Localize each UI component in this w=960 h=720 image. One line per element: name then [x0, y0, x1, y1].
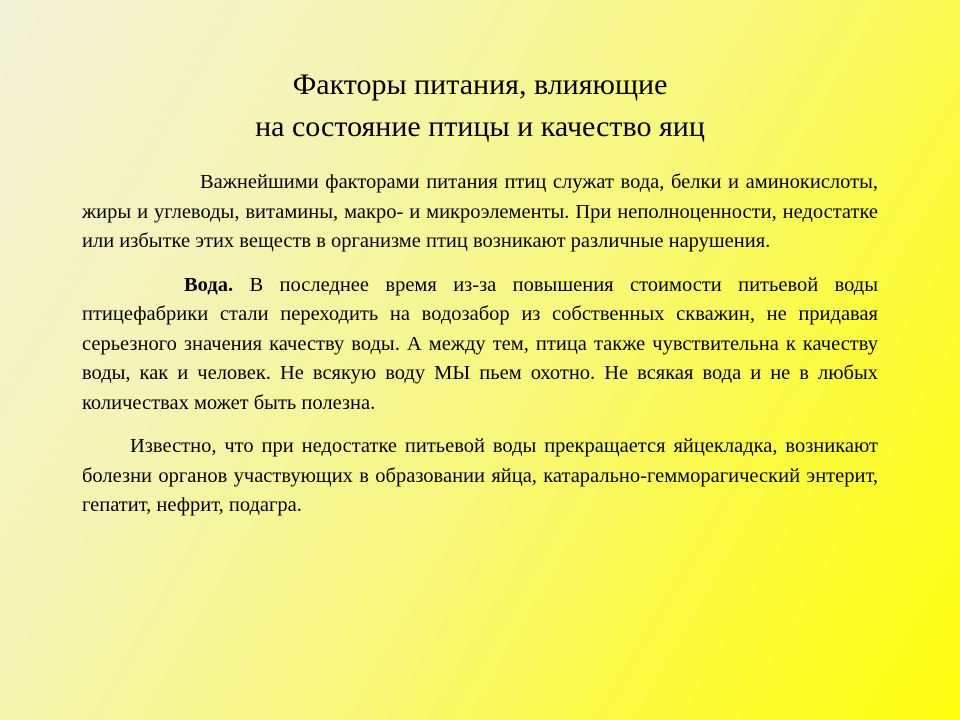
slide-title-line-1: Факторы питания, влияющие — [292, 68, 668, 101]
slide-title-line-2: на состояние птицы и качество яиц — [255, 110, 705, 143]
paragraph-water-text: В последнее время из-за повышения стоимости питьевой воды птицефабрики стали переходить на водозабор из собственных скважин, не придавая серьезного значения качеству воды. А между тем, птица также чувствительна к качеству воды, как и человек. Не всякую воду МЫ пьем охотно. Не всякая вода и не в любых количествах может быть полезна. — [82, 273, 878, 414]
slide-body — [82, 168, 878, 521]
paragraph-nutrition-factors: Важнейшими факторами питания птиц служат вода, белки и аминокислоты, жиры и углеводы, витамины, макро- и микроэлементы. При неполноценности, недостатке или избытке этих веществ в организме птиц возникают различные нарушения. — [82, 171, 878, 252]
paragraph-water — [82, 271, 878, 419]
paragraph-water-lead: Вода. — [184, 273, 234, 296]
paragraph-water-deficiency: Известно, что при недостатке питьевой воды прекращается яйцекладка, возникают болезни органов участвующих в образовании яйца, катарально-гемморагический энтерит, гепатит, нефрит, подагра. — [82, 435, 878, 516]
slide-title — [0, 64, 960, 148]
